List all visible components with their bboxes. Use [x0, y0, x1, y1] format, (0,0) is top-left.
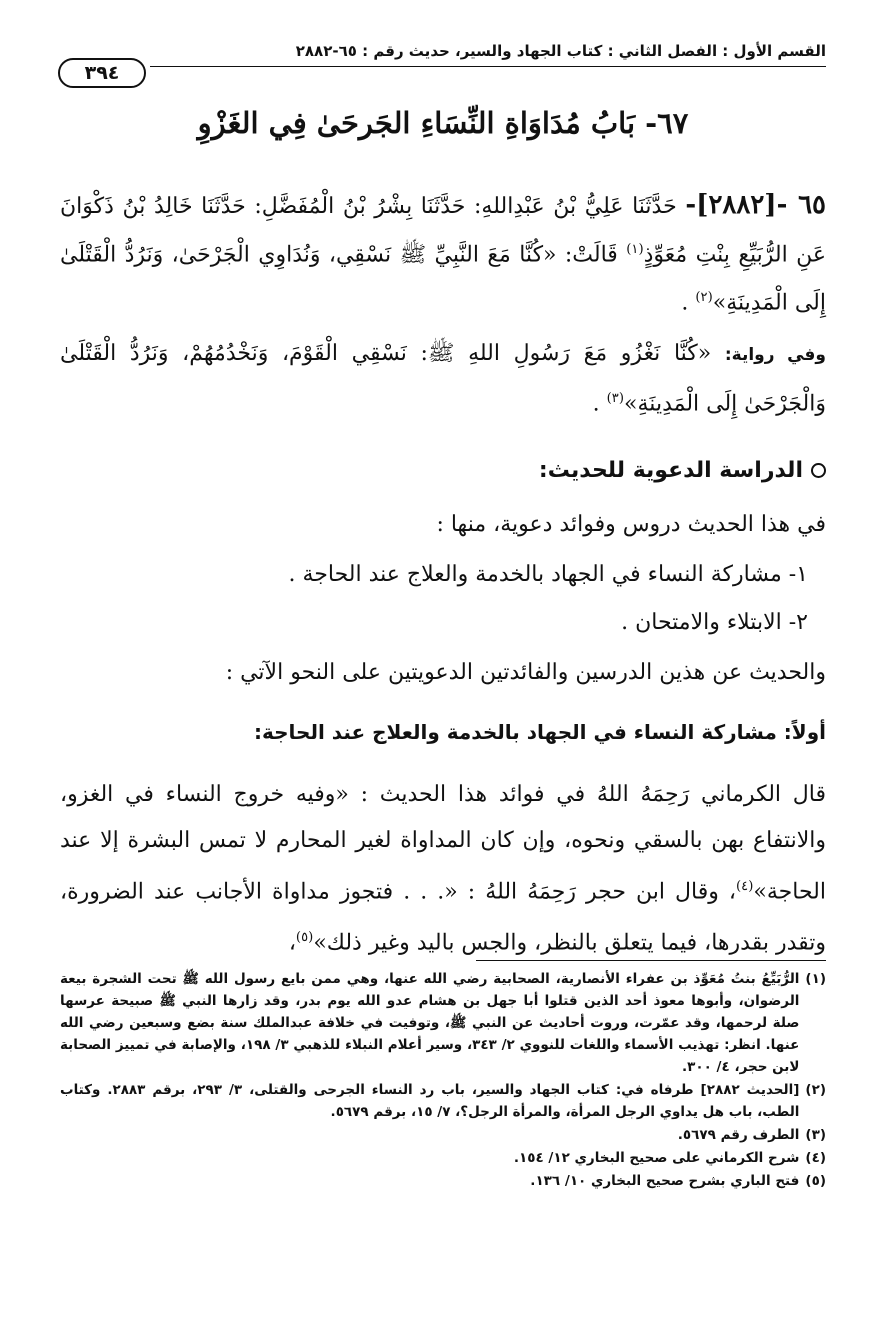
footnote-ref-4[interactable]: (٤) — [736, 879, 754, 894]
page-number: ٣٩٤ — [58, 58, 146, 88]
riwaya-body: «كُنَّا نَغْزُو مَعَ رَسُولِ اللهِ ﷺ: نَسْقِي الْقَوْمَ، وَنَخْدُمُهُمْ، وَنَرُدُّ الْقَتْلَىٰ وَالْجَرْحَىٰ إِلَى الْمَدِينَةِ» — [60, 341, 826, 417]
hadith-end: . — [681, 290, 696, 316]
footnote-mark: (١) — [805, 971, 826, 987]
footnote-4 — [60, 1147, 826, 1169]
ibn-hajar-quote: ، وقال ابن حجر رَحِمَهُ اللهُ : «. . . فتجوز مداواة الأجانب عند الضرورة، وتقدر بقدرها، فيما يتعلق بالنظر، والجس باليد وغير ذلك» — [60, 879, 826, 956]
footnote-1 — [60, 968, 826, 1078]
study-heading-text: الدراسة الدعوية للحديث: — [538, 458, 803, 483]
study-heading — [539, 458, 826, 483]
hadith-matn: قَالَتْ: «كُنَّا مَعَ النَّبِيِّ ﷺ نَسْقِي، وَنُدَاوِي الْجَرْحَىٰ، وَنَرُدُّ الْقَتْلَىٰ إِلَى الْمَدِينَةِ» — [60, 242, 826, 316]
study-intro: في هذا الحديث دروس وفوائد دعوية، منها : — [436, 512, 826, 537]
hadith-text — [60, 184, 826, 325]
header-rule — [150, 66, 826, 67]
footnote-mark: (٤) — [805, 1150, 826, 1166]
footnote-mark: (٣) — [805, 1127, 826, 1143]
footnote-text: شرح الكرماني على صحيح البخاري ١٢/ ١٥٤. — [513, 1150, 800, 1166]
study-item-1: ١- مشاركة النساء في الجهاد بالخدمة والعلاج عند الحاجة . — [288, 562, 808, 587]
footnote-ref-2[interactable]: (٢) — [695, 290, 713, 306]
footnote-rule — [476, 960, 826, 961]
footnote-mark: (٢) — [805, 1082, 826, 1098]
chapter-title: ٦٧- بَابُ مُدَاوَاةِ النِّسَاءِ الجَرحَىٰ فِي الغَزْوِ — [197, 106, 689, 140]
footnote-5 — [60, 1170, 826, 1192]
footnote-text: الطرف رقم ٥٦٧٩. — [677, 1127, 800, 1143]
footnote-3 — [60, 1124, 826, 1146]
riwaya-end: . — [592, 391, 607, 417]
first-point-paragraph — [60, 772, 826, 967]
footnote-mark: (٥) — [805, 1173, 826, 1189]
footnote-text: الرُّبَيِّعُ بنتُ مُعَوِّذ بن عفراء الأنصارية، الصحابية رضي الله عنها، وهي ممن بايع رسول الله ﷺ تحت الشجرة بيعة الرضوان، وأبوها معوذ أحد الذين قتلوا أبا جهل بن هشام عدو الله يوم بدر، وقد زارها النبي ﷺ صبيحة عرسها صلة لرحمها، وقد عمّرت، وروت أحاديث عن النبي ﷺ، وتوفيت في خلافة عبدالملك سنة بضع وسبعين رضي الله عنها. انظر: تهذيب الأسماء واللغات للنووي ٢/ ٣٤٣، وسير أعلام النبلاء للذهبي ٣/ ١٩٨، والإصابة في تمييز الصحابة لابن حجر، ٤/ ٣٠٠. — [60, 971, 800, 1075]
footnote-ref-1[interactable]: (١) — [626, 242, 644, 257]
kirmani-quote: قال الكرماني رَحِمَهُ اللهُ في فوائد هذا الحديث : «وفيه خروج النساء في الغزو، والانتفاع بهن بالسقي ونحوه، وإن كان المداواة لغير المحارم لا تمس البشرة إلا عند الحاجة» — [60, 782, 826, 905]
hadith-isnad: حَدَّثَنَا عَلِيُّ بْنُ عَبْدِاللهِ: حَدَّثَنَا بِشْرُ بْنُ الْمُفَضَّلِ: حَدَّثَنَا خَالِدُ بْنُ ذَكْوَانَ عَنِ الرُّبَيِّعِ بِنْتِ مُعَوِّذٍ — [60, 194, 827, 268]
study-outro: والحديث عن هذين الدرسين والفائدتين الدعويتين على النحو الآتي : — [225, 660, 826, 685]
footnote-2 — [60, 1079, 826, 1123]
running-header: القسم الأول : الفصل الثاني : كتاب الجهاد والسير، حديث رقم : ٦٥-٢٨٨٢ — [295, 42, 826, 60]
first-point-heading: أولاً: مشاركة النساء في الجهاد بالخدمة والعلاج عند الحاجة: — [253, 720, 826, 744]
riwaya-lead: وفي رواية: — [724, 345, 826, 365]
footnote-text: فتح الباري بشرح صحيح البخاري ١٠/ ١٣٦. — [530, 1173, 800, 1189]
footnotes — [60, 968, 826, 1193]
study-item-2: ٢- الابتلاء والامتحان . — [621, 610, 808, 635]
footnote-ref-3[interactable]: (٣) — [606, 391, 625, 406]
paragraph-end: ، — [288, 930, 296, 956]
circle-bullet-icon — [811, 463, 826, 478]
hadith-number: ٦٥ -[٢٨٨٢]- — [685, 190, 826, 220]
footnote-ref-5[interactable]: (٥) — [295, 930, 314, 946]
footnote-text: [الحديث ٢٨٨٢] طرفاه في: كتاب الجهاد والسير، باب رد النساء الجرحى والقتلى، ٣/ ٢٩٣، برقم ٢٨٨٣. وكتاب الطب، باب هل يداوي الرجل المرأة، والمرأة الرجل؟، ٧/ ١٥، برقم ٥٦٧٩. — [60, 1082, 800, 1120]
riwaya-text — [60, 332, 826, 425]
